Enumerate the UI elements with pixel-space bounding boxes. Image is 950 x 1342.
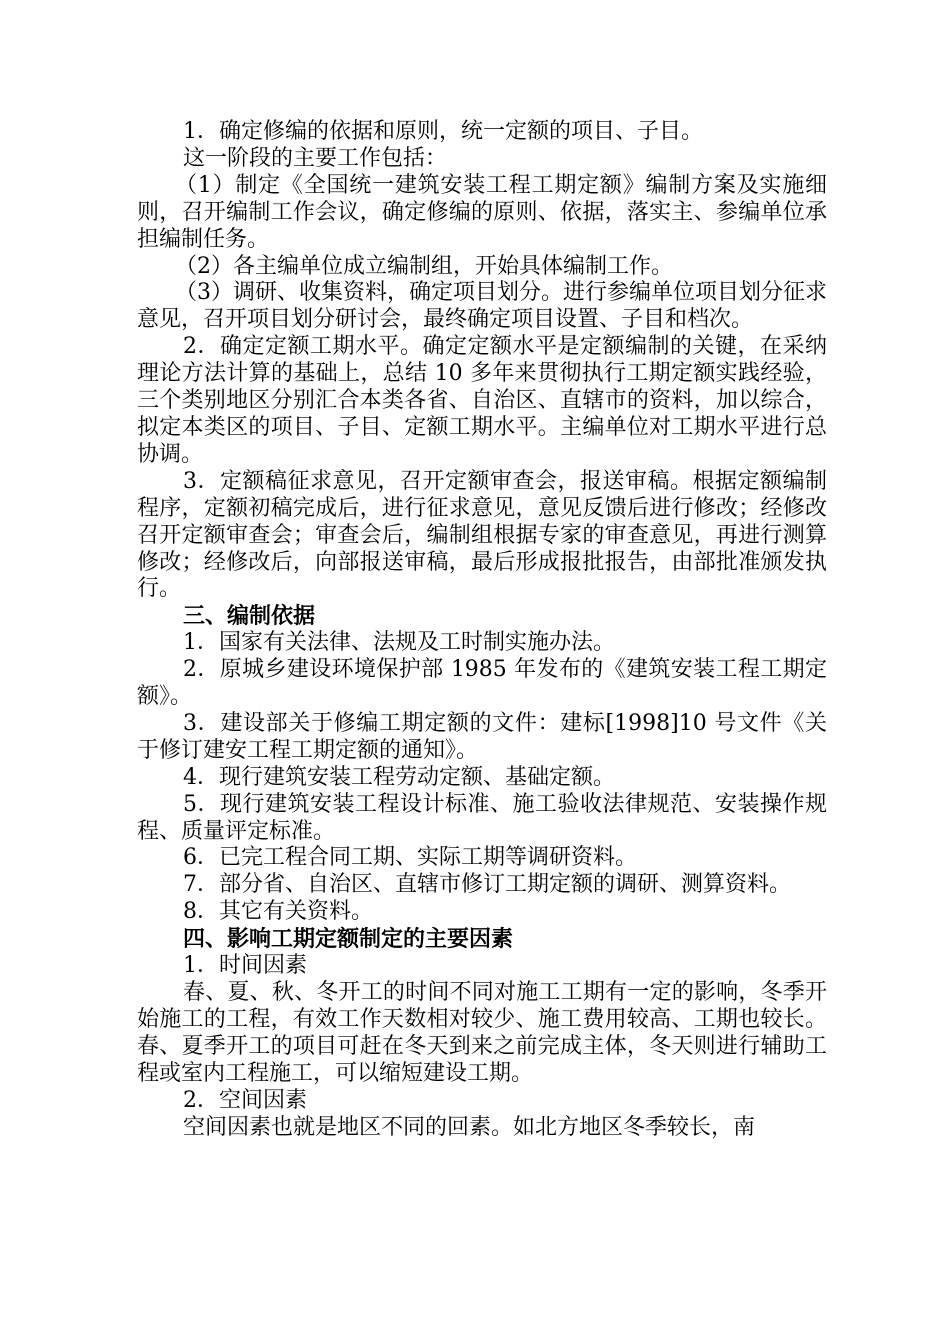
paragraph-13: 5．现行建筑安装工程设计标准、施工验收法律规范、安装操作规程、质量评定标准。 [137,791,827,844]
section-heading-3: 三、编制依据 [183,603,316,630]
paragraph-6: 2．确定定额工期水平。确定定额水平是定额编制的关键，在采纳理论方法计算的基础上，总结 10 多年来贯彻执行工期定额实践经验，三个类别地区分别汇合本类各省、自治区、直辖市的资料，加以综合，拟定本类区的项目、子目、定额工期水平。主编单位对工期水平进行总协调。 [137,334,827,467]
paragraph-15: 7．部分省、自治区、直辖市修订工期定额的调研、测算资料。 [183,872,791,898]
paragraph-2: 这一阶段的主要工作包括： [183,145,448,171]
paragraph-21: 空间因素也就是地区不同的回素。如北方地区冬季较长，南 [183,1114,756,1140]
paragraph-19: 春、夏、秋、冬开工的时间不同对施工工期有一定的影响，冬季开始施工的工程，有效工作天数相对较少、施工费用较高、工期也较长。春、夏季开工的项目可赶在冬天到来之前完成主体，冬天则进行辅助工程或室内工程施工，可以缩短建设工期。 [137,980,827,1086]
paragraph-11: 3．建设部关于修编工期定额的文件：建标[1998]10 号文件《关于修订建安工程工期定额的通知》。 [137,710,827,763]
paragraph-20: 2．空间因素 [183,1087,307,1113]
paragraph-7: 3．定额稿征求意见，召开定额审查会，报送审稿。根据定额编制程序，定额初稿完成后，进行征求意见，意见反馈后进行修改；经修改召开定额审查会；审查会后，编制组根据专家的审查意见，再进行测算修改；经修改后，向部报送审稿，最后形成报批报告，由部批准颁发执行。 [137,468,827,602]
paragraph-3: （1）制定《全国统一建筑安装工程工期定额》编制方案及实施细则，召开编制工作会议，确定修编的原则、依据，落实主、参编单位承担编制任务。 [137,172,827,252]
paragraph-9: 1．国家有关法律、法规及工时制实施办法。 [183,630,615,656]
paragraph-18: 1．时间因素 [183,953,307,979]
paragraph-12: 4．现行建筑安装工程劳动定额、基础定额。 [183,764,615,790]
paragraph-14: 6．已完工程合同工期、实际工期等调研资料。 [183,845,637,871]
section-heading-4: 四、影响工期定额制定的主要因素 [183,926,514,953]
paragraph-16: 8．其它有关资料。 [183,899,373,925]
paragraph-10: 2．原城乡建设环境保护部 1985 年发布的《建筑安装工程工期定额》。 [137,657,827,710]
paragraph-1: 1．确定修编的依据和原则，统一定额的项目、子目。 [183,119,703,144]
paragraph-5: （3）调研、收集资料，确定项目划分。进行参编单位项目划分征求意见，召开项目划分研讨会，最终确定项目设置、子目和档次。 [137,280,827,333]
document-page [137,119,827,1141]
paragraph-4: （2）各主编单位成立编制组，开始具体编制工作。 [175,253,673,279]
